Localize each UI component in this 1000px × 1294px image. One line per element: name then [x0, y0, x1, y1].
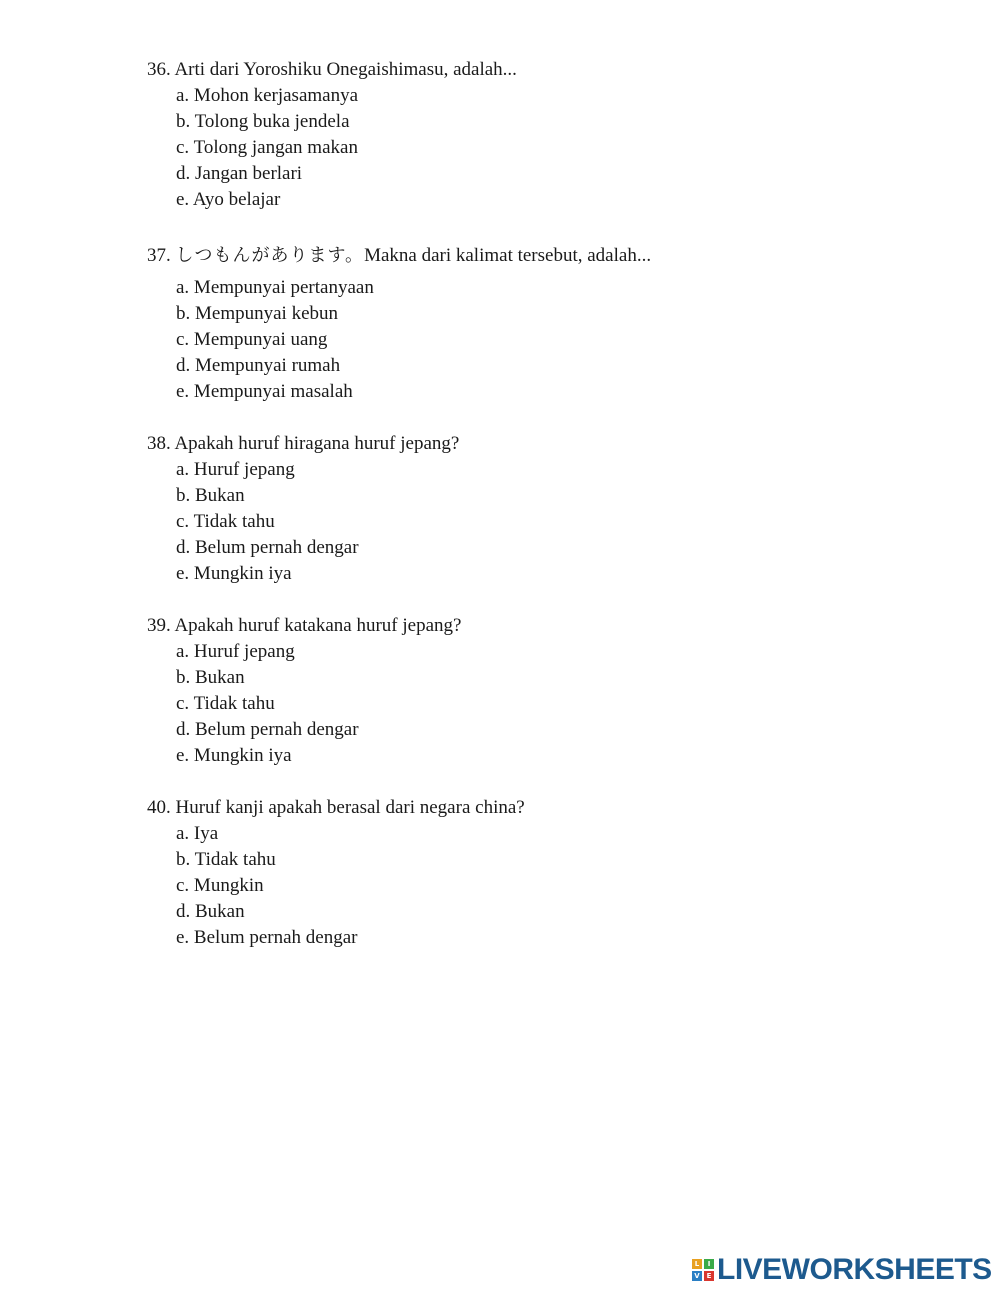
option-b[interactable]: b. Mempunyai kebun	[176, 303, 339, 324]
option-e[interactable]: e. Mempunyai masalah	[176, 381, 353, 402]
question-36	[147, 57, 947, 213]
question-number: 37.	[147, 245, 176, 266]
question-40	[147, 795, 947, 951]
logo-tile-l: L	[692, 1259, 702, 1269]
question-37	[147, 242, 947, 405]
option-a[interactable]: a. Mohon kerjasamanya	[176, 85, 359, 106]
option-c[interactable]: c. Tolong jangan makan	[176, 137, 358, 158]
option-d[interactable]: d. Belum pernah dengar	[176, 537, 359, 558]
question-39	[147, 613, 947, 769]
option-a[interactable]: a. Mempunyai pertanyaan	[176, 277, 374, 298]
option-a[interactable]: a. Iya	[176, 823, 219, 844]
japanese-sentence: しつもんがあります。	[175, 245, 365, 266]
option-a[interactable]: a. Huruf jepang	[176, 641, 295, 662]
option-b[interactable]: b. Tolong buka jendela	[176, 111, 350, 132]
logo-tile-i: I	[704, 1259, 714, 1269]
question-prompt: Makna dari kalimat tersebut, adalah...	[364, 245, 652, 266]
logo-text: LIVEWORKSHEETS	[717, 1253, 992, 1286]
option-d[interactable]: d. Belum pernah dengar	[176, 719, 359, 740]
question-text: 38. Apakah huruf hiragana huruf jepang?	[147, 433, 460, 454]
option-c[interactable]: c. Tidak tahu	[176, 511, 275, 532]
option-e[interactable]: e. Belum pernah dengar	[176, 927, 358, 948]
logo-tile-e: E	[704, 1271, 714, 1281]
option-e[interactable]: e. Mungkin iya	[176, 563, 292, 584]
option-d[interactable]: d. Mempunyai rumah	[176, 355, 341, 376]
liveworksheets-logo	[692, 1254, 992, 1286]
question-text: 36. Arti dari Yoroshiku Onegaishimasu, adalah...	[147, 59, 517, 80]
option-d[interactable]: d. Bukan	[176, 901, 245, 922]
option-e[interactable]: e. Mungkin iya	[176, 745, 292, 766]
option-c[interactable]: c. Mempunyai uang	[176, 329, 328, 350]
logo-tile-v: V	[692, 1271, 702, 1281]
option-b[interactable]: b. Bukan	[176, 667, 245, 688]
option-e[interactable]: e. Ayo belajar	[176, 189, 281, 210]
question-text	[147, 242, 947, 275]
option-c[interactable]: c. Tidak tahu	[176, 693, 275, 714]
option-d[interactable]: d. Jangan berlari	[176, 163, 303, 184]
option-b[interactable]: b. Bukan	[176, 485, 245, 506]
question-38	[147, 431, 947, 587]
option-c[interactable]: c. Mungkin	[176, 875, 264, 896]
option-a[interactable]: a. Huruf jepang	[176, 459, 295, 480]
question-text: 39. Apakah huruf katakana huruf jepang?	[147, 615, 462, 636]
option-b[interactable]: b. Tidak tahu	[176, 849, 276, 870]
question-text: 40. Huruf kanji apakah berasal dari negara china?	[147, 797, 525, 818]
logo-icon	[692, 1259, 714, 1281]
